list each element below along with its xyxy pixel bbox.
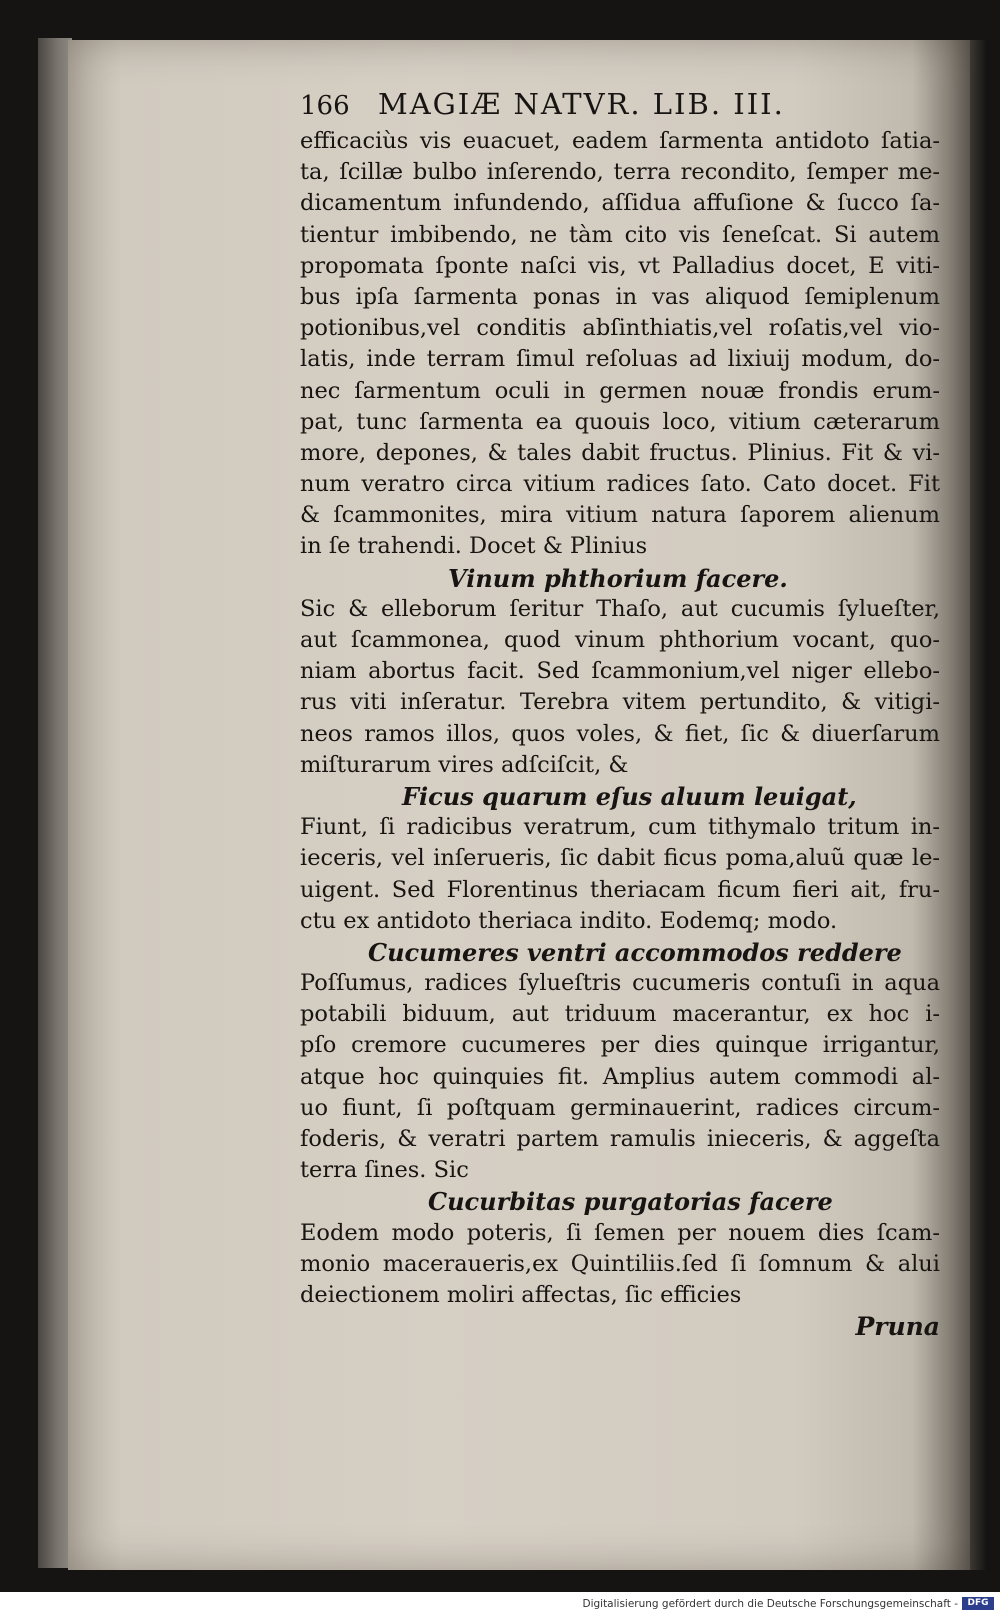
text-line: ctu ex antidoto theriaca indito. Eodemq; modo. — [300, 907, 838, 934]
section-heading: Vinum phthorium facere. — [448, 563, 788, 593]
text-line: uo fiunt, ſi poſtquam germinauerint, radices circum- — [300, 1094, 940, 1121]
text-line: nec ſarmentum oculi in germen nouæ frondis erum- — [300, 377, 940, 404]
section-heading: Ficus quarum eſus aluum leuigat, — [402, 781, 857, 811]
text-line: niam abortus facit. Sed ſcammonium,vel niger ellebo- — [300, 658, 940, 685]
text-line: propomata ſponte naſci vis, vt Palladius docet, E viti- — [300, 252, 940, 279]
text-line: terra ſines. Sic — [300, 1157, 469, 1184]
text-block — [300, 968, 940, 1186]
text-line: potabili biduum, aut triduum macerantur, ex hoc i- — [300, 1001, 940, 1028]
text-line: bus ipſa ſarmenta ponas in vas aliquod ſemiplenum — [300, 283, 940, 310]
text-line: Sic & elleborum ſeritur Thaſo, aut cucumis ſylueſter, — [300, 595, 940, 622]
text-block-intro — [300, 126, 940, 563]
text-line: aut ſcammonea, quod vinum phthorium vocant, quo- — [300, 627, 940, 653]
running-title: MAGIÆ NATVR. LIB. III. — [378, 87, 785, 121]
text-line: Eodem modo poteris, ſi ſemen per nouem dies ſcam- — [300, 1219, 940, 1246]
funding-credit: Digitalisierung gefördert durch die Deutsche Forschungsgemeinschaft - — [582, 1598, 958, 1610]
text-line: dicamentum infundendo, aſſidua affuſione & ſucco ſa- — [300, 190, 940, 217]
text-line: potionibus,vel conditis abſinthiatis,vel roſatis,vel vio- — [300, 315, 940, 342]
text-line: pat, tunc ſarmenta ea quouis loco, vitium cæterarum — [300, 408, 940, 435]
text-line: deiectionem moliri affectas, ſic efficies — [300, 1281, 742, 1308]
text-line: more, depones, & tales dabit fructus. Plinius. Fit & vi- — [300, 439, 940, 466]
text-line: num veratro circa vitium radices ſato. Cato docet. Fit — [300, 471, 940, 498]
book-edge-left — [38, 38, 72, 1568]
footer-bar — [0, 1592, 1000, 1618]
catchword: Pruna — [855, 1312, 940, 1342]
running-header — [300, 82, 940, 126]
text-line: monio maceraueris,ex Quintiliis.ſed ſi ſomnum & alui — [300, 1250, 940, 1277]
text-block — [300, 594, 940, 781]
text-line: Poſſumus, radices ſylueſtris cucumeris contuſi in aqua — [300, 970, 940, 997]
text-block — [300, 1218, 940, 1312]
text-line: Fiunt, ſi radicibus veratrum, cum tithymalo tritum in- — [300, 814, 940, 841]
text-line: foderis, & veratri partem ramulis inieceris, & aggeſta — [300, 1126, 940, 1152]
text-line: tientur imbibendo, ne tàm cito vis ſeneſcat. Si autem — [300, 221, 940, 248]
text-line: neos ramos illos, quos voles, & fiet, ſic & diuerſarum — [300, 720, 940, 747]
text-line: rus viti inſeratur. Terebra vitem pertundito, & vitigi- — [300, 689, 940, 716]
text-line: in ſe trahendi. Docet & Plinius — [300, 533, 648, 560]
text-line: uigent. Sed Florentinus theriacam ficum fieri ait, fru- — [300, 876, 940, 903]
book-edge-right — [970, 40, 988, 1570]
text-line: atque hoc quinquies fit. Amplius autem commodi al- — [300, 1063, 940, 1090]
text-line: ta, ſcillæ bulbo inſerendo, terra recondito, ſemper me- — [300, 159, 940, 186]
text-line: ieceris, vel inſerueris, ſic dabit ficus poma,aluũ quæ le- — [300, 845, 940, 872]
text-line: pſo cremore cucumeres per dies quinque irrigantur, — [300, 1032, 940, 1059]
page-text — [300, 82, 940, 1342]
section-heading: Cucurbitas purgatorias facere — [428, 1187, 833, 1217]
text-line: latis, inde terram ſimul reſoluas ad lixiuij modum, do- — [300, 346, 940, 373]
page-number: 166 — [300, 91, 350, 121]
dfg-logo: DFG — [962, 1597, 994, 1610]
text-line: miſturarum vires adſciſcit, & — [300, 751, 629, 778]
text-block — [300, 812, 940, 937]
text-line: & ſcammonites, mira vitium natura ſaporem alienum — [300, 502, 940, 529]
section-heading: Cucumeres ventri accommodos reddere — [368, 937, 902, 967]
text-line: efficaciùs vis euacuet, eadem ſarmenta antidoto ſatia- — [300, 128, 940, 154]
